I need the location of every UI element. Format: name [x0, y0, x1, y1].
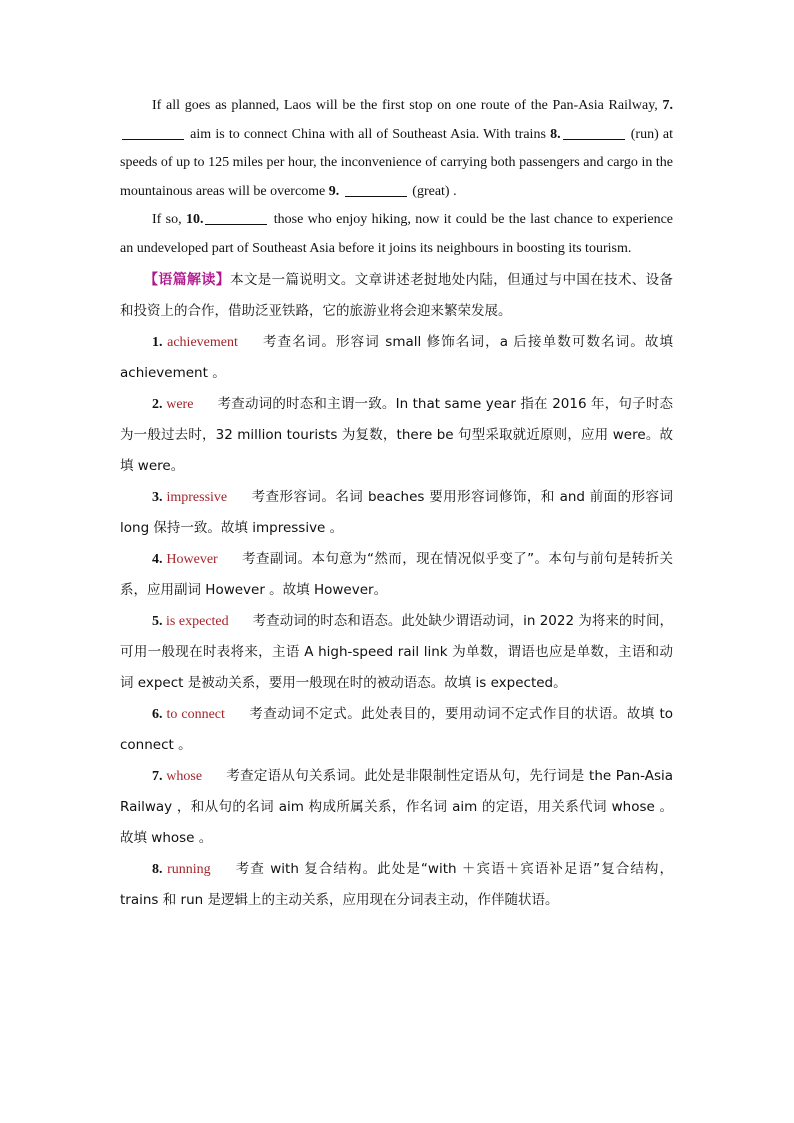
reading-note [120, 265, 673, 327]
passage-text: aim is to connect China with all of Southeast Asia. With trains [190, 126, 546, 142]
blank-number-10: 10. [185, 212, 204, 227]
blank-7 [122, 125, 184, 140]
answer-number: 1. [152, 335, 163, 350]
answer-number: 4. [152, 552, 163, 567]
answer-word: is expected [166, 614, 229, 629]
answer-number: 8. [152, 862, 163, 877]
answer-explanations [120, 327, 673, 916]
answer-explanation: 考查动词不定式。此处表目的，要用动词不定式作目的状语。故填 to connect 。 [120, 706, 674, 753]
answer-explanation: 考查形容词。名词 beaches 要用形容词修饰，和 and 前面的形容词 long 保持一致。故填 impressive 。 [120, 489, 674, 536]
answer-number: 5. [152, 614, 163, 629]
answer-item [120, 854, 673, 916]
answer-explanation: 考查定语从句关系词。此处是非限制性定语从句，先行词是 the Pan-Asia Railway ，和从句的名词 aim 构成所属关系，作名词 aim 的定语，用关系代词 whose 。故填 whose 。 [120, 768, 674, 846]
answer-explanation: 考查动词的时态和语态。此处缺少谓语动词，in 2022 为将来的时间，可用一般现在时表将来，主语 A high-speed rail link 为单数，谓语也应是单数，主语和动词 expect 是被动关系，要用一般现在时的被动语态。故填 is expected。 [120, 613, 673, 691]
passage-paragraph-1 [120, 92, 673, 206]
blank-8 [563, 125, 625, 140]
blank-number-9: 9. [328, 183, 340, 199]
answer-explanation: 考查名词。形容词 small 修饰名词，a 后接单数可数名词。故填 achievement 。 [120, 334, 674, 381]
answer-number: 6. [152, 707, 163, 722]
answer-word: running [167, 862, 211, 877]
answer-explanation: 考查 with 复合结构。此处是“with ＋宾语＋宾语补足语”复合结构，trains 和 run 是逻辑上的主动关系，应用现在分词表主动，作伴随状语。 [120, 861, 674, 908]
passage-text: those who enjoy hiking, now it could be the last chance to experience an undeveloped part of Southeast Asia before it joins its neighbours in boosting its tourism. [120, 212, 673, 256]
passage-paragraph-2 [120, 206, 673, 263]
answer-explanation: 考查动词的时态和主谓一致。In that same year 指在 2016 年，句子时态为一般过去时，32 million tourists 为复数，there be 句型采取就近原则，应用 were。故填 were。 [120, 396, 674, 474]
answer-item [120, 327, 673, 389]
answer-number: 3. [152, 490, 163, 505]
answer-word: impressive [166, 490, 228, 505]
passage-text: If so, [152, 212, 182, 227]
blank-9 [345, 182, 407, 197]
blank-number-7: 7. [662, 98, 673, 113]
answer-item [120, 606, 673, 699]
answer-word: to connect [166, 707, 225, 722]
blank-10 [205, 210, 267, 225]
answer-explanation: 考查副词。本句意为“然而，现在情况似乎变了”。本句与前句是转折关系，应用副词 However 。故填 However。 [120, 551, 673, 598]
blank-number-8: 8. [550, 126, 561, 142]
passage-text: (run) at speeds of up to 125 miles per hour, the inconvenience of carrying both passengers and cargo in the mountainous areas will be overcome [120, 126, 674, 199]
answer-word: whose [166, 769, 203, 784]
answer-number: 7. [152, 769, 163, 784]
reading-note-tag: 【语篇解读】 [144, 272, 231, 288]
answer-item [120, 544, 673, 606]
answer-item [120, 482, 673, 544]
passage-text: If all goes as planned, Laos will be the first stop on one route of the Pan‑Asia Railway, [152, 98, 658, 113]
answer-item [120, 389, 673, 482]
answer-word: However [166, 552, 218, 567]
answer-word: were [166, 397, 194, 412]
answer-word: achievement [167, 335, 238, 350]
document-page [120, 92, 673, 916]
answer-item [120, 699, 673, 761]
answer-item [120, 761, 673, 854]
reading-note-text: 本文是一篇说明文。文章讲述老挝地处内陆，但通过与中国在技术、设备和投资上的合作，借助泛亚铁路，它的旅游业将会迎来繁荣发展。 [120, 272, 674, 319]
answer-number: 2. [152, 397, 163, 412]
passage-text: (great) . [412, 183, 457, 199]
